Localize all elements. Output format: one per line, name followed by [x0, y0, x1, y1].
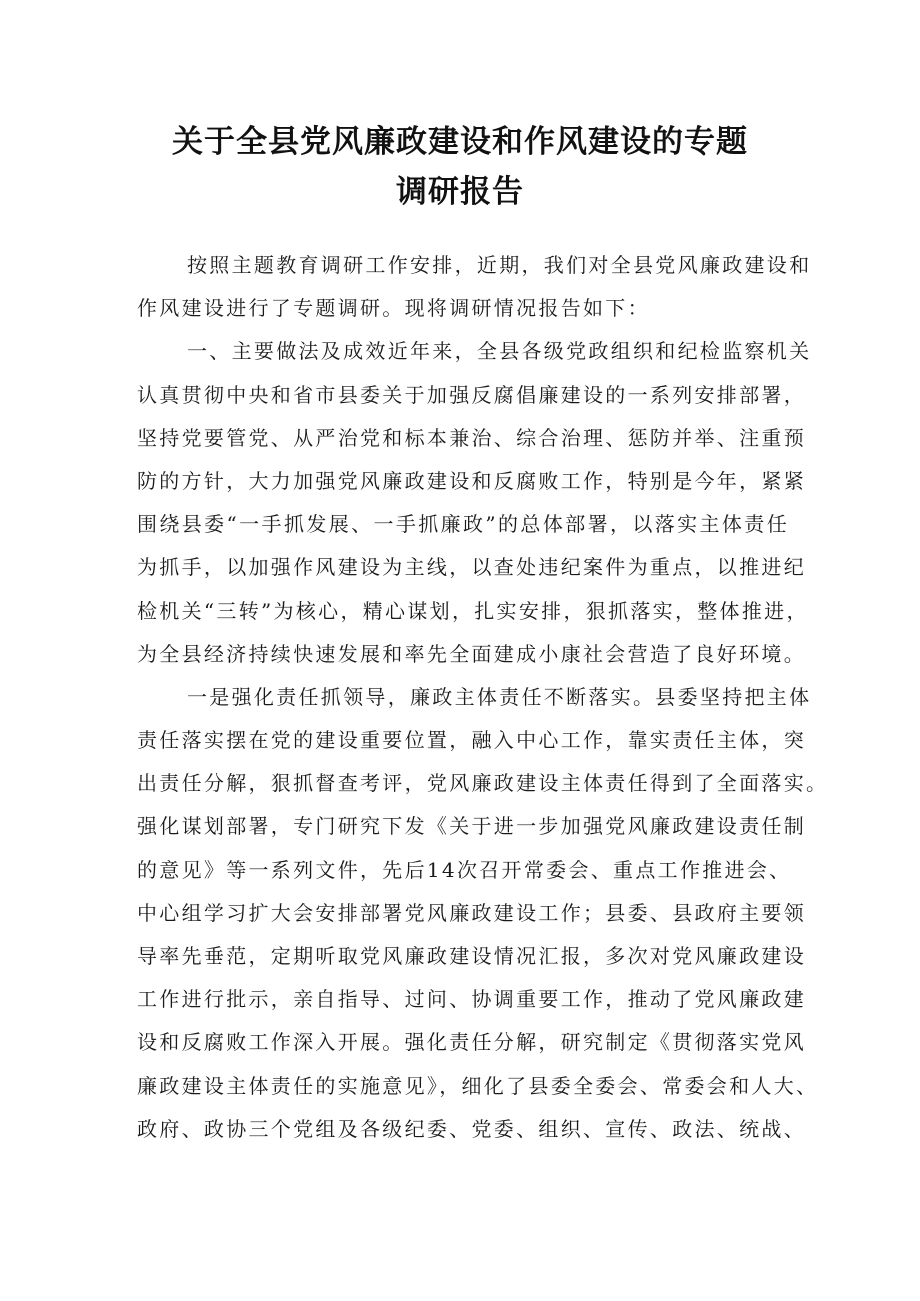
document-title-line-1: 关于全县党风廉政建设和作风建设的专题 — [172, 124, 748, 160]
body-line: 工作进行批示，亲自指导、过问、协调重要工作，推动了党风廉政建 — [137, 987, 806, 1012]
body-line: 为抓手，以加强作风建设为主线，以查处违纪案件为重点，以推进纪 — [137, 555, 806, 580]
body-line: 围绕县委“一手抓发展、一手抓廉政”的总体部署，以落实主体责任 — [137, 512, 789, 537]
body-line: 导率先垂范，定期听取党风廉政建设情况汇报，多次对党风廉政建设 — [137, 944, 806, 968]
body-line: 责任落实摆在党的建设重要位置，融入中心工作，靠实责任主体，突 — [137, 728, 806, 753]
body-line: 政府、政协三个党组及各级纪委、党委、组织、宣传、政法、统战、 — [137, 1116, 806, 1141]
document-body — [137, 244, 829, 1151]
body-line: 防的方针，大力加强党风廉政建设和反腐败工作，特别是今年，紧紧 — [137, 468, 806, 493]
body-line: 强化谋划部署，专门研究下发《关于进一步加强党风廉政建设责任制 — [137, 814, 806, 839]
body-line: 检机关“三转”为核心，精心谋划，扎实安排，狠抓落实，整体推进， — [137, 598, 809, 623]
body-line: 按照主题教育调研工作安排，近期，我们对全县党风廉政建设和 — [187, 253, 812, 277]
body-line: 一是强化责任抓领导，廉政主体责任不断落实。县委坚持把主体 — [187, 684, 812, 709]
body-line: 廉政建设主体责任的实施意见》，细化了县委全委会、常委会和人大、 — [137, 1073, 819, 1098]
body-line: 认真贯彻中央和省市县委关于加强反腐倡廉建设的一系列安排部署， — [137, 382, 806, 407]
body-line: 出责任分解，狠抓督查考评，党风廉政建设主体责任得到了全面落实。 — [137, 771, 829, 796]
body-line: 为全县经济持续快速发展和率先全面建成小康社会营造了良好环境。 — [137, 641, 806, 666]
body-line: 设和反腐败工作深入开展。强化责任分解，研究制定《贯彻落实党风 — [137, 1030, 806, 1055]
body-line: 作风建设进行了专题调研。现将调研情况报告如下： — [137, 296, 650, 321]
document-title-line-2: 调研报告 — [396, 174, 524, 210]
body-line: 中心组学习扩大会安排部署党风廉政建设工作；县委、县政府主要领 — [137, 900, 806, 925]
body-line: 一、主要做法及成效近年来，全县各级党政组织和纪检监察机关 — [187, 339, 812, 364]
body-line: 的意见》等一系列文件，先后14次召开常委会、重点工作推进会、 — [137, 857, 792, 882]
body-line: 坚持党要管党、从严治党和标本兼治、综合治理、惩防并举、注重预 — [137, 425, 806, 450]
